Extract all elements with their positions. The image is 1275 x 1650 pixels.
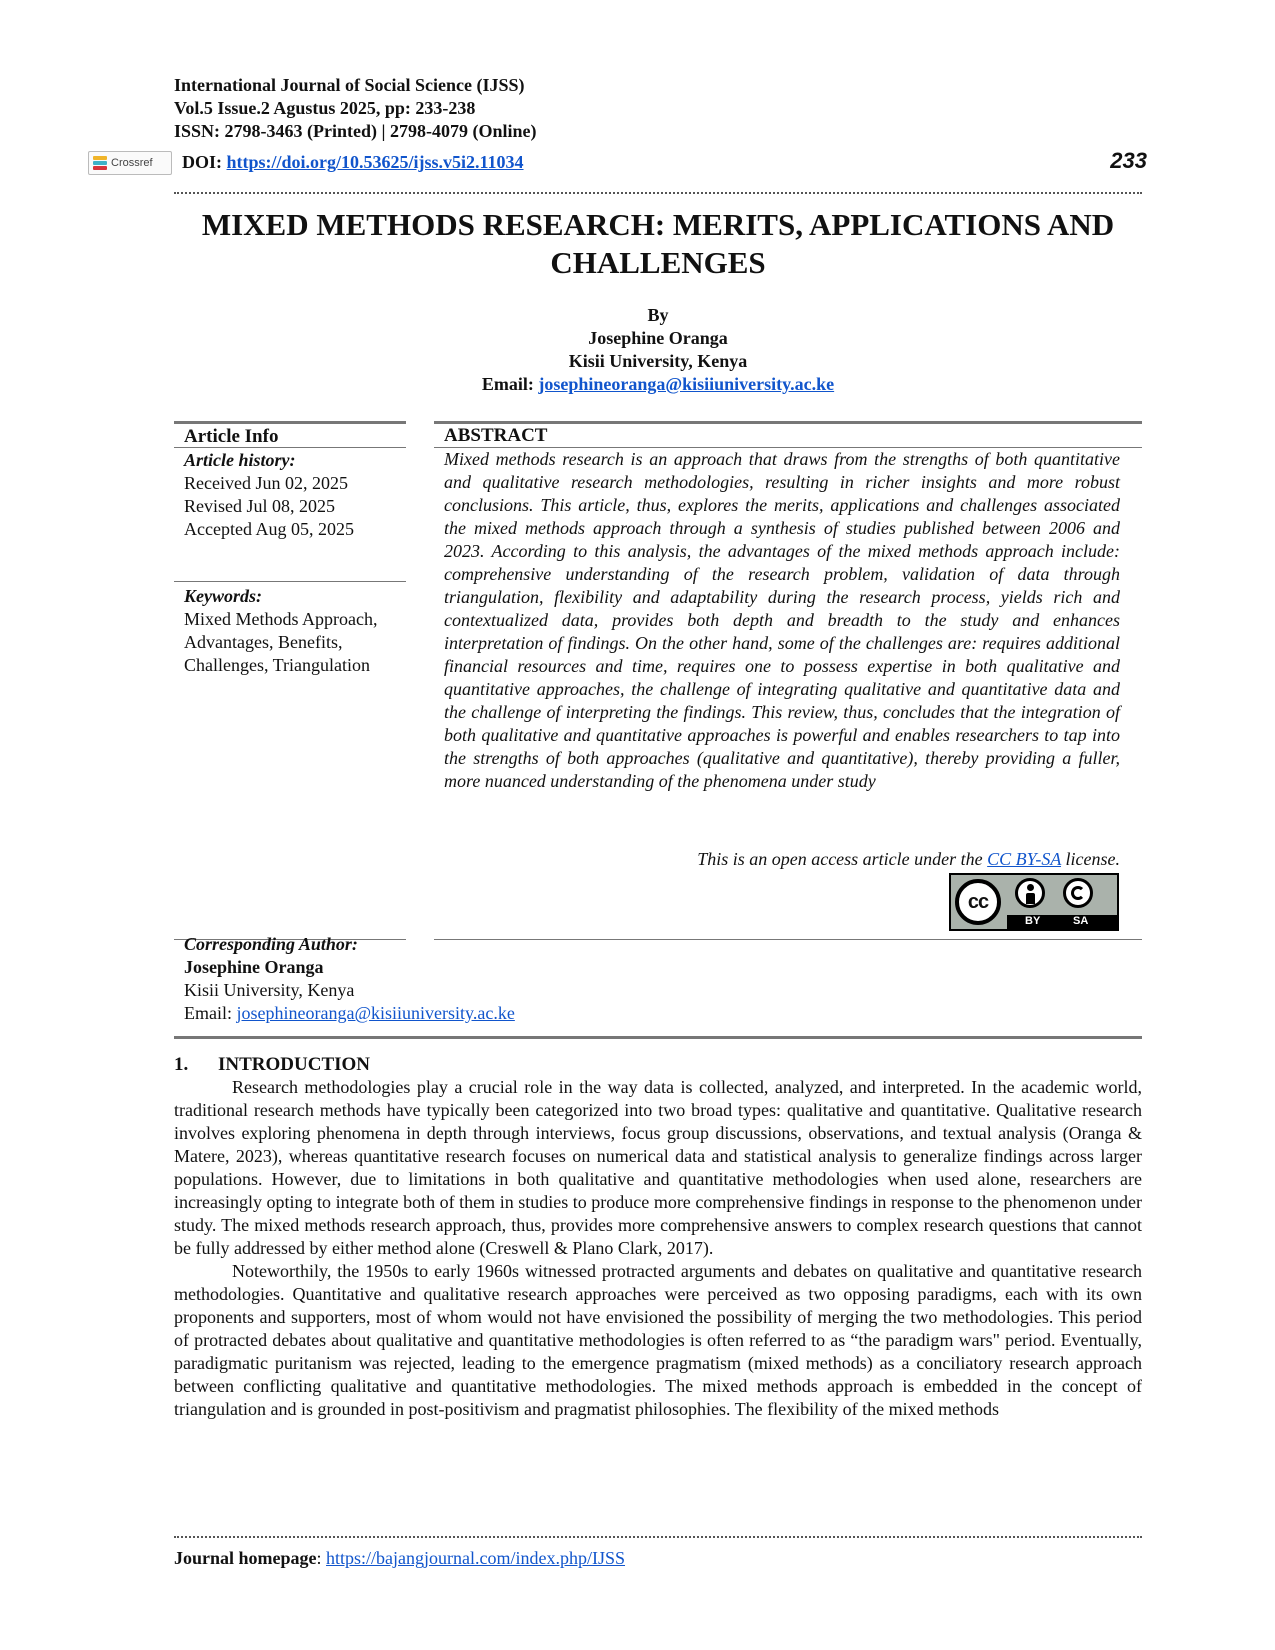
journal-name: International Journal of Social Science (IJSS): [174, 75, 525, 95]
corresponding-author: [184, 933, 884, 1025]
attribution-icon: [1015, 878, 1045, 908]
author-name: Josephine Oranga: [588, 328, 728, 348]
paragraph: Noteworthily, the 1950s to early 1960s witnessed protracted arguments and debates on qualitative and quantitative research methodologies. Quantitative and qualitative research approaches were perceived as two opposing paradigms, each with its own proponents and supporters, most of whom would not have envisioned the possibility of merging the two methodologies. This period of protracted debates about qualitative and quantitative methodologies is often referred to as “the paradigm wars" period. Eventually, paradigmatic puritanism was rejected, leading to the emergence pragmatism (mixed methods) as a conciliatory research approach between conflicting qualitative and quantitative methodologies. The mixed methods approach is embedded in the concept of triangulation and is grounded in post-positivism and pragmatist philosophies. The flexibility of the mixed methods: [174, 1261, 1142, 1419]
cc-icon: cc: [955, 879, 1001, 925]
doi-line: [182, 152, 524, 173]
abstract-heading: ABSTRACT: [444, 425, 548, 446]
info-bottom-rule: [174, 1036, 1142, 1039]
doi-link[interactable]: https://doi.org/10.53625/ijss.v5i2.11034: [226, 152, 524, 172]
journal-header: [174, 74, 1154, 143]
keywords-list: Mixed Methods Approach, Advantages, Benefits, Challenges, Triangulation: [184, 609, 378, 675]
by-label: By: [647, 305, 669, 325]
journal-homepage-line: Journal homepage: https://bajangjournal.com/index.php/IJSS: [174, 1548, 626, 1568]
author-affiliation: Kisii University, Kenya: [568, 351, 748, 371]
email-label: Email:: [481, 374, 534, 394]
abstract-text: Mixed methods research is an approach that draws from the strengths of both quantitative and qualitative research methodologies, resulting in richer insights and more robust conclusions. This article, thus, explores the merits, applications and challenges associated the mixed methods approach through a synthesis of studies published between 2006 and 2023. According to this analysis, the advantages of the mixed methods approach include: comprehensive understanding of the research problem, validation of data through triangulation, flexibility and adaptability during the research process, yields rich and contextualized data, provides both depth and breadth to the study and enhances interpretation of findings. On the other hand, some of the challenges are: requires additional financial resources and time, requires one to possess expertise in both qualitative and quantitative approaches, the challenge of integrating qualitative and quantitative data and the challenge of interpreting the findings. This review, thus, concludes that the integration of both qualitative and quantitative approaches is powerful and enables researchers to tap into the strengths of both approaches (qualitative and quantitative), thereby providing a fuller, more nuanced understanding of the phenomena under study: [444, 449, 1120, 791]
revised-date: Revised Jul 08, 2025: [184, 496, 335, 516]
share-alike-icon: [1063, 878, 1093, 908]
author-email-link[interactable]: josephineoranga@kisiiuniversity.ac.ke: [538, 374, 835, 394]
badge-by-label: BY: [1025, 915, 1041, 927]
crossref-icon: [93, 156, 107, 170]
article-info: [184, 425, 414, 541]
introduction-heading: [174, 1054, 370, 1076]
author-block: [174, 304, 1142, 396]
header-divider: [174, 192, 1142, 194]
cc-by-sa-badge[interactable]: [949, 873, 1119, 931]
corresponding-affiliation: Kisii University, Kenya: [184, 980, 355, 1000]
section-title: INTRODUCTION: [218, 1054, 371, 1075]
corresponding-name: Josephine Oranga: [184, 957, 324, 977]
page-number: 233: [1110, 148, 1147, 173]
journal-issn: ISSN: 2798-3463 (Printed) | 2798-4079 (Online): [174, 121, 537, 141]
history-rule: [174, 581, 406, 582]
license-prefix: This is an open access article under the: [697, 849, 983, 869]
info-top-rule: [174, 421, 406, 424]
keywords-block: [184, 585, 394, 677]
license-link[interactable]: CC BY-SA: [987, 849, 1062, 869]
section-number: 1.: [174, 1054, 189, 1075]
author-email-line: [174, 373, 1142, 396]
history-label: Article history:: [184, 450, 296, 470]
homepage-link[interactable]: https://bajangjournal.com/index.php/IJSS: [326, 1548, 626, 1568]
keywords-label: Keywords:: [184, 586, 262, 606]
license-line: [444, 849, 1120, 870]
corresponding-email-line: [184, 1002, 884, 1025]
badge-label-bar: [1007, 915, 1117, 929]
introduction-body: [174, 1076, 1142, 1421]
corresponding-email-link[interactable]: josephineoranga@kisiiuniversity.ac.ke: [236, 1003, 515, 1023]
badge-sa-label: SA: [1073, 915, 1089, 927]
crossref-badge[interactable]: [88, 151, 172, 175]
homepage-label: Journal homepage: [174, 1548, 317, 1568]
license-suffix: license.: [1065, 849, 1120, 869]
corresponding-label: Corresponding Author:: [184, 934, 358, 954]
received-date: Received Jun 02, 2025: [184, 473, 348, 493]
paragraph: Research methodologies play a crucial role in the way data is collected, analyzed, and interpreted. In the academic world, traditional research methods have typically been categorized into two broad types: qualitative and quantitative. Qualitative research involves exploring phenomena in depth through interviews, focus group discussions, observations, and textual analysis (Oranga & Matere, 2023), whereas quantitative research focuses on numerical data and statistical analysis to generalize findings across larger populations. However, due to limitations in both qualitative and quantitative methodologies when used alone, researchers are increasingly opting to integrate both of them in studies to produce more comprehensive findings in response to the phenomenon under study. The mixed methods research approach, thus, provides more comprehensive answers to complex research questions that cannot be fully addressed by either method alone (Creswell & Plano Clark, 2017).: [174, 1077, 1142, 1258]
crossref-label: Crossref: [111, 157, 153, 169]
journal-volume: Vol.5 Issue.2 Agustus 2025, pp: 233-238: [174, 98, 476, 118]
doi-label: DOI:: [182, 152, 222, 172]
article-info-heading: Article Info: [184, 426, 279, 447]
footer-divider: [174, 1536, 1142, 1538]
corresponding-email-label: Email:: [184, 1003, 232, 1023]
accepted-date: Accepted Aug 05, 2025: [184, 519, 354, 539]
paper-title: MIXED METHODS RESEARCH: MERITS, APPLICATIONS AND CHALLENGES: [201, 207, 1115, 280]
abstract-top-rule: [434, 421, 1142, 424]
